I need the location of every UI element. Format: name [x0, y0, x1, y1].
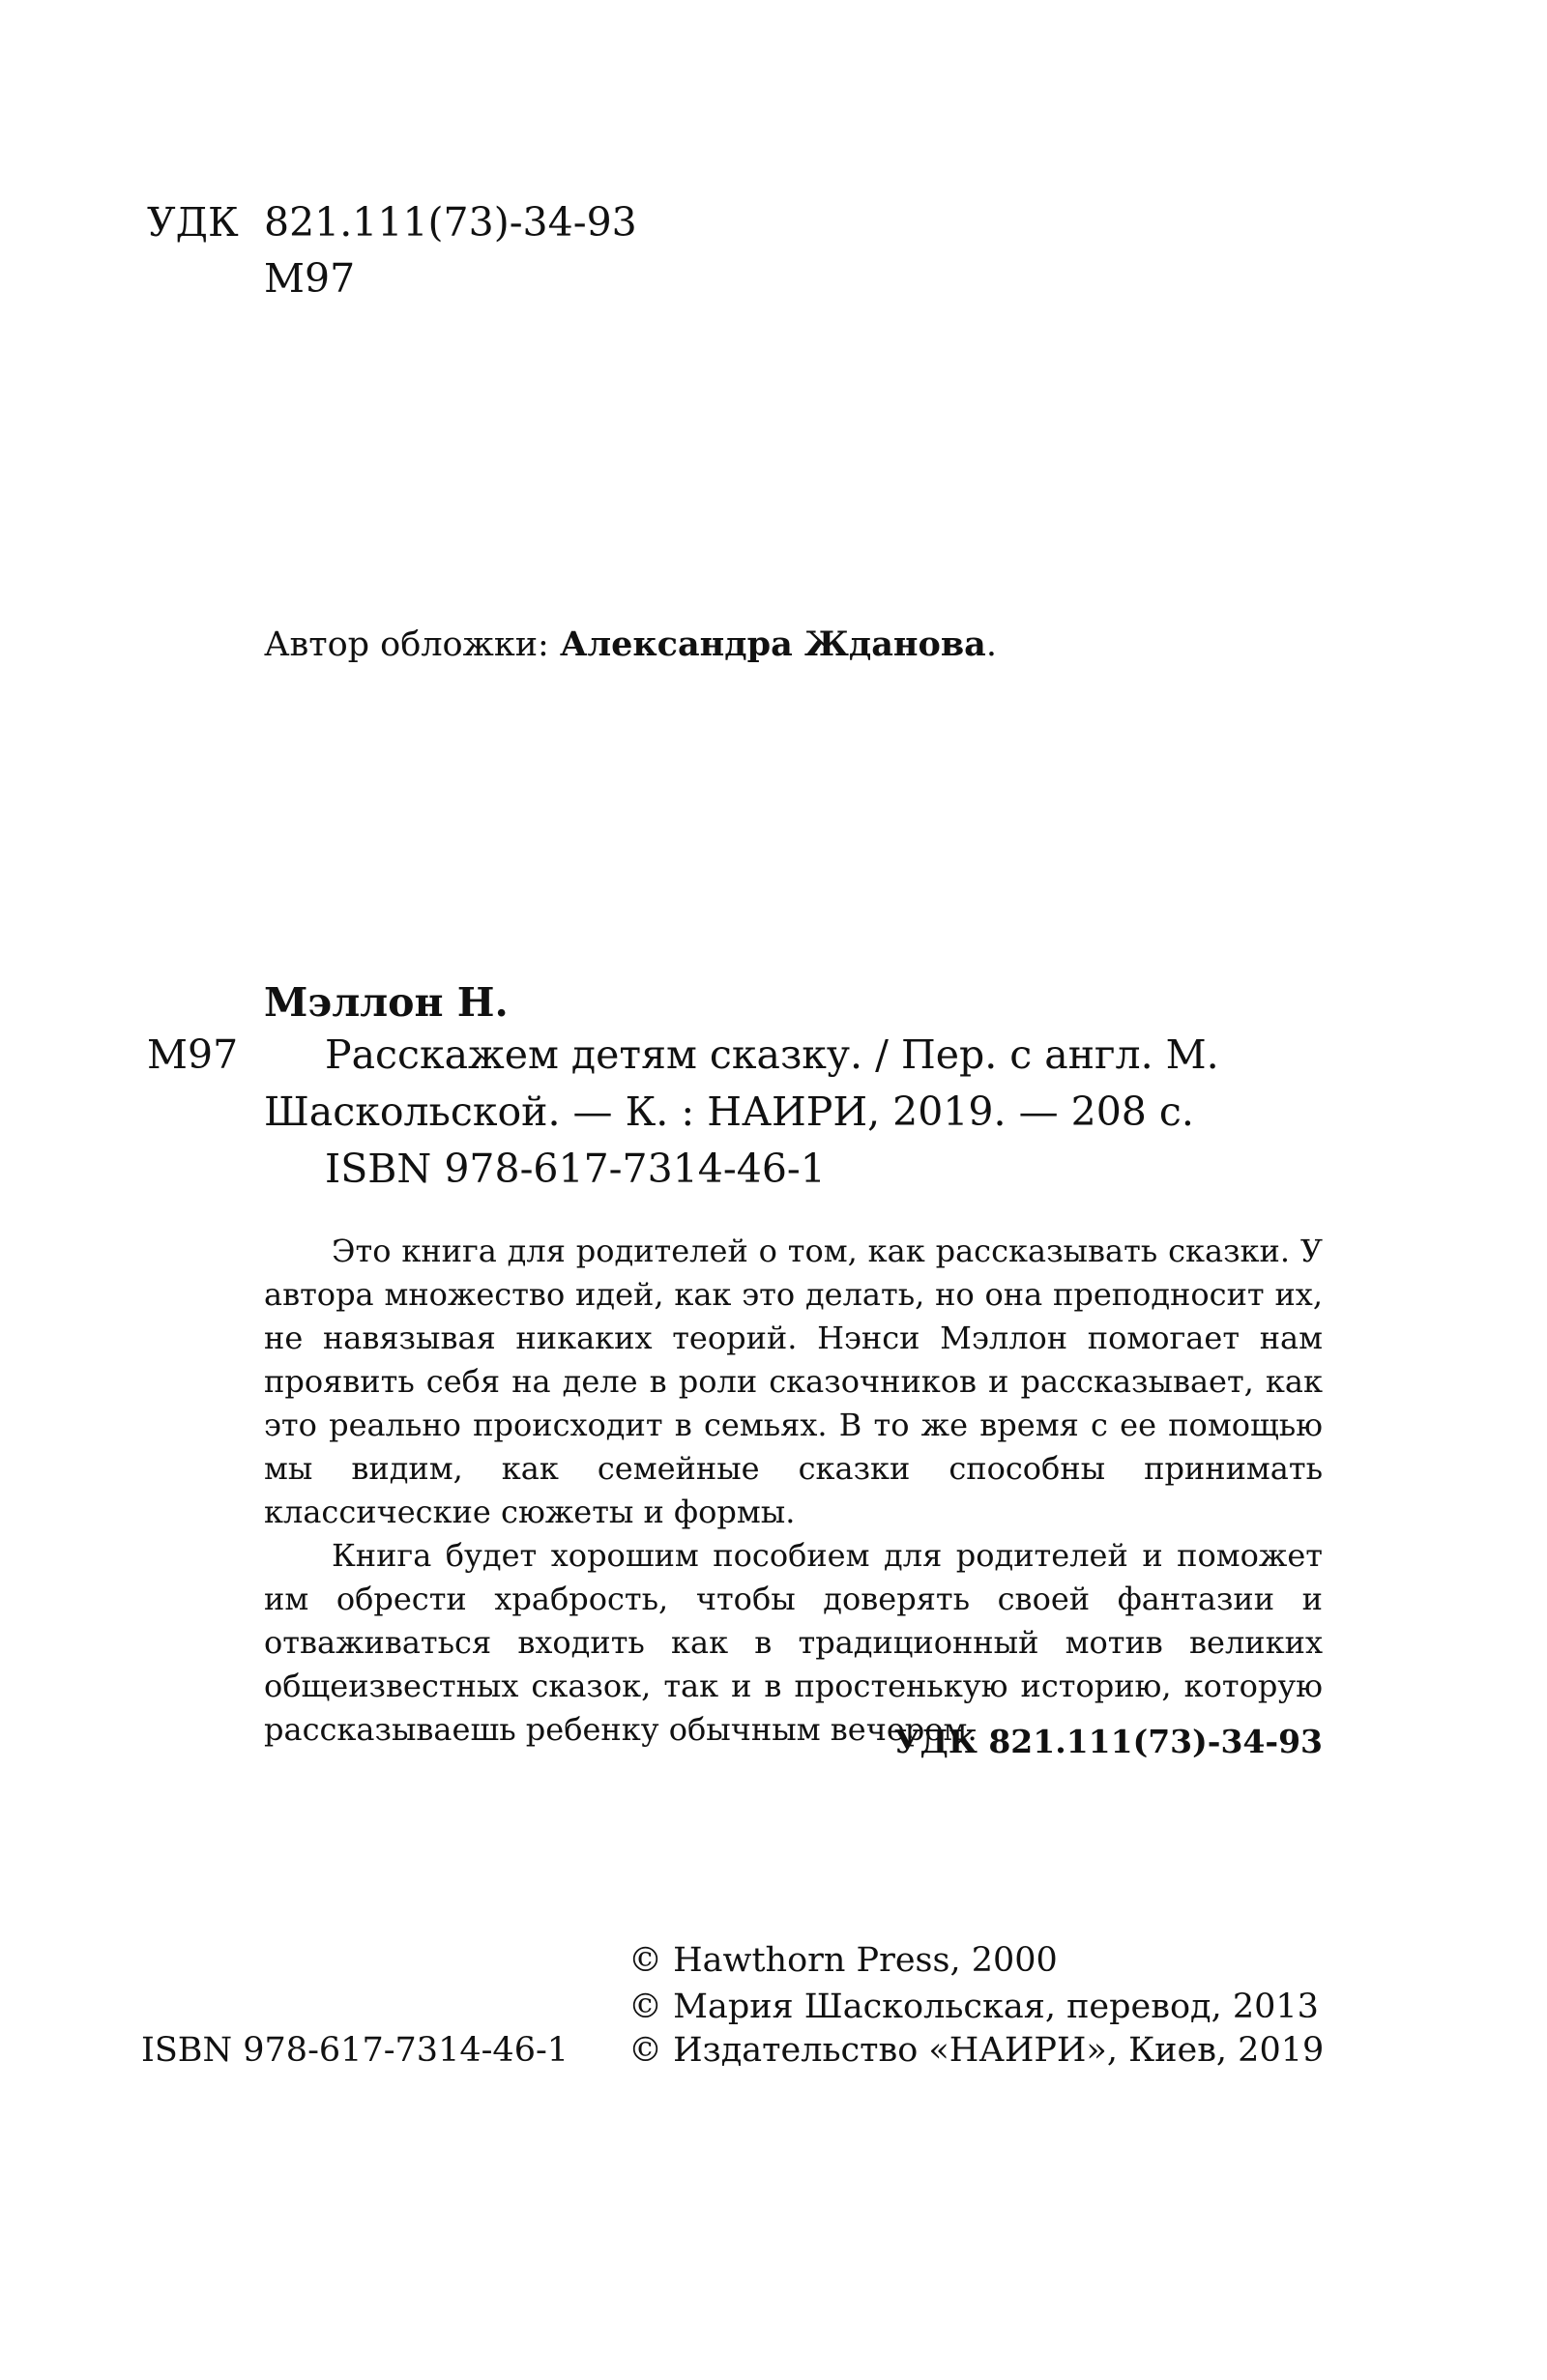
cover-credit-prefix: Автор обложки: [264, 625, 560, 664]
copyright-line: © Издательство «НАИРИ», Киев, 2019 [628, 2031, 1325, 2070]
annotation-paragraph-1: Это книга для родителей о том, как рассказывать сказки. У автора множество идей, как это делать, но она преподносит их, не навязывая никаких теорий. Нэнси Мэллон помогает нам проявить себя на деле в роли сказочников и рассказывает, как это реально происходит в семьях. В то же время с ее помощью мы видим, как семейные сказки способны принимать классические сюжеты и формы. [264, 1233, 1323, 1530]
card-isbn: ISBN 978-617-7314-46-1 [325, 1146, 826, 1192]
copyright-line: © Hawthorn Press, 2000 [628, 1941, 1058, 1980]
footer-isbn: ISBN 978-617-7314-46-1 [141, 2031, 569, 2070]
card-sign: М97 [147, 1031, 239, 1078]
cover-credit-suffix: . [985, 625, 997, 664]
annotation-paragraph-2: Книга будет хорошим пособием для родителей и поможет им обрести храбрость, чтобы доверять своей фантазии и отваживаться входить как в традиционный мотив великих общеизвестных сказок, так и в простенькую историю, которую рассказываешь ребенку обычным вечером. [264, 1537, 1323, 1748]
card-author: Мэллон Н. [264, 979, 509, 1026]
cover-credit [264, 623, 997, 667]
author-sign: М97 [264, 255, 356, 302]
card-publisher: Шаскольской. — К. : НАИРИ, 2019. — 208 с. [264, 1088, 1194, 1135]
udk-code: 821.111(73)-34-93 [264, 199, 637, 246]
cover-artist: Александра Жданова [559, 624, 986, 664]
copyright-line: © Мария Шаскольская, перевод, 2013 [628, 1988, 1319, 2026]
annotation-udk: УДК 821.111(73)-34-93 [893, 1723, 1323, 1760]
annotation [264, 1230, 1323, 1752]
card-title: Расскажем детям сказку. / Пер. с англ. М. [325, 1031, 1219, 1078]
udk-label: УДК [147, 199, 239, 246]
